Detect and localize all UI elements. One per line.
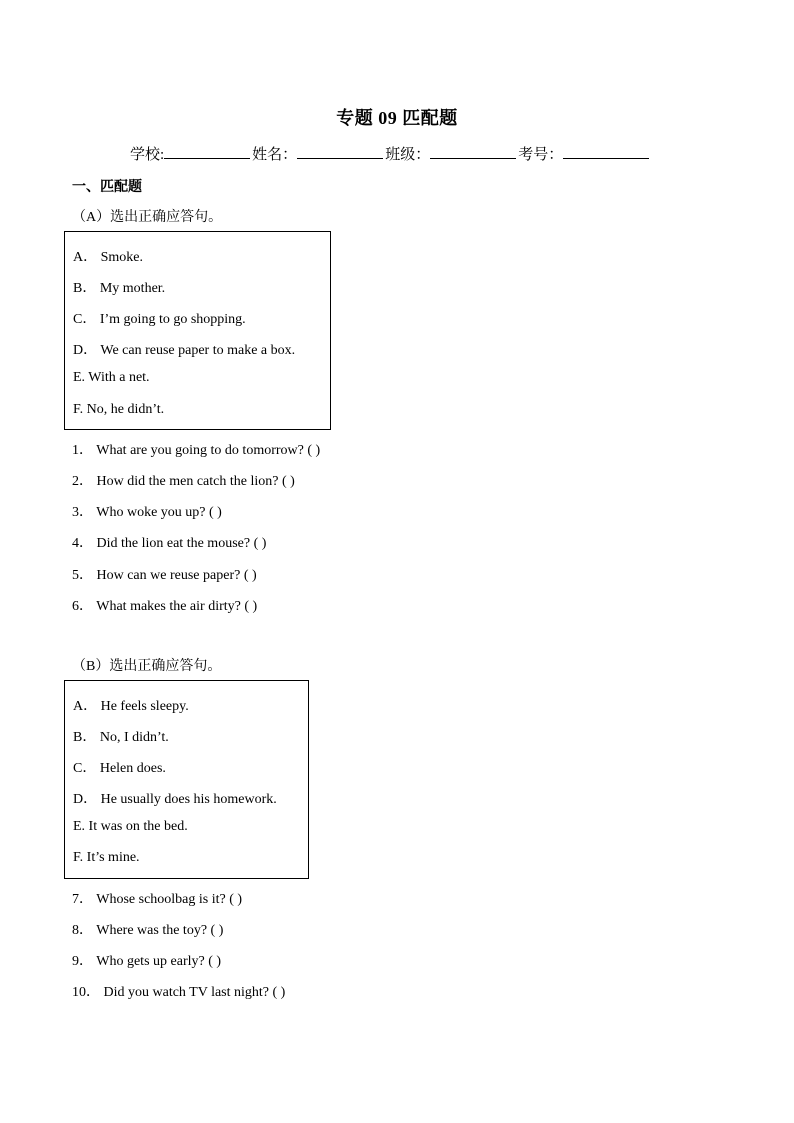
- part-b-instruction: （B）选出正确应答句。: [72, 659, 222, 674]
- question-item: 2． How did the men catch the lion? ( ): [72, 474, 295, 489]
- option-item: B． My mother.: [73, 281, 166, 296]
- question-item: 10． Did you watch TV last night? ( ): [72, 985, 286, 1000]
- number-blank: [563, 144, 649, 159]
- option-item: C． Helen does.: [73, 761, 166, 776]
- name-label: 姓名：: [252, 147, 298, 163]
- question-item: 4． Did the lion eat the mouse? ( ): [72, 536, 267, 551]
- question-item: 9． Who gets up early? ( ): [72, 954, 222, 969]
- question-item: 8． Where was the toy? ( ): [72, 923, 224, 938]
- class-blank: [430, 144, 516, 159]
- part-b-options-box: [64, 680, 309, 879]
- option-item: F. No, he didn’t.: [73, 402, 165, 417]
- school-blank: [164, 144, 250, 159]
- option-item: F. It’s mine.: [73, 850, 140, 865]
- question-item: 7． Whose schoolbag is it? ( ): [72, 892, 243, 907]
- question-item: 3． Who woke you up? ( ): [72, 505, 222, 520]
- option-item: E. With a net.: [73, 370, 150, 385]
- section-heading: 一、匹配题: [72, 180, 142, 195]
- option-item: A． He feels sleepy.: [73, 699, 189, 714]
- option-item: C． I’m going to go shopping.: [73, 312, 246, 327]
- option-item: D． We can reuse paper to make a box.: [73, 343, 296, 358]
- student-info-line: [130, 143, 651, 164]
- class-label: 班级：: [385, 147, 431, 163]
- option-item: E. It was on the bed.: [73, 819, 188, 834]
- question-item: 6． What makes the air dirty? ( ): [72, 599, 258, 614]
- school-label: 学校:: [130, 147, 165, 163]
- number-label: 考号：: [518, 147, 564, 163]
- part-a-instruction: （A）选出正确应答句。: [72, 210, 223, 225]
- question-item: 1． What are you going to do tomorrow? ( ): [72, 443, 321, 458]
- option-item: A． Smoke.: [73, 250, 143, 265]
- name-blank: [297, 144, 383, 159]
- question-item: 5． How can we reuse paper? ( ): [72, 568, 257, 583]
- document-title: 专题 09 匹配题: [336, 108, 458, 128]
- part-a-options-box: [64, 231, 331, 430]
- option-item: D． He usually does his homework.: [73, 792, 277, 807]
- option-item: B． No, I didn’t.: [73, 730, 169, 745]
